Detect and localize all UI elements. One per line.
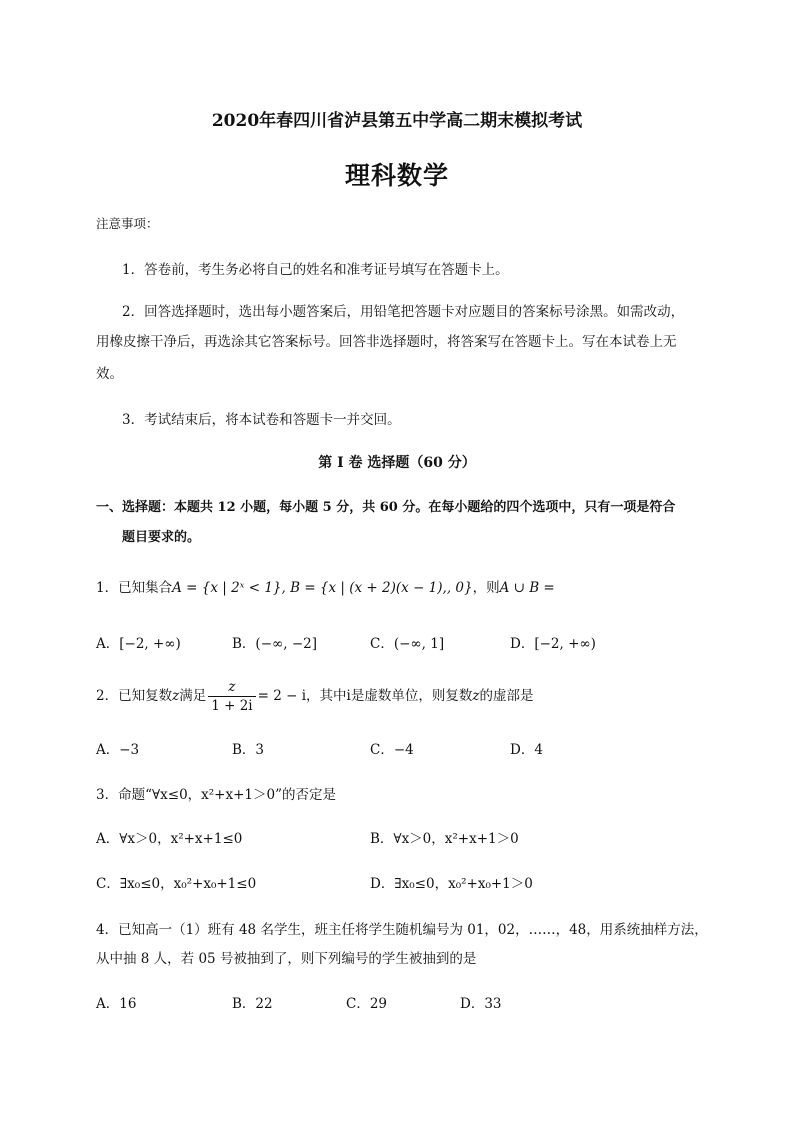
q1-set-b: , B = {x | (x + 2)(x − 1),, 0}	[281, 580, 473, 596]
exam-title: 2020年春四川省泸县第五中学高二期末模拟考试	[211, 111, 583, 131]
q2-var-2: z	[472, 688, 480, 704]
q2-fraction	[208, 678, 255, 715]
q1-set-a: A = {x | 2ˣ < 1}	[172, 580, 282, 596]
q4-option-a: A．16	[96, 996, 137, 1012]
question-2-stem	[96, 678, 533, 715]
q4-option-d: D．33	[460, 996, 502, 1012]
q2-suffix-2: 是虚数单位，则复数	[350, 688, 473, 704]
q2-option-d: D．4	[510, 742, 543, 758]
q2-frac-den: 1 + 2i	[211, 698, 253, 714]
q2-option-b: B．3	[232, 742, 265, 758]
q3-option-b: B．∀x＞0，x²+x+1＞0	[370, 831, 519, 847]
question-4-stem-line-2: 从中抽 8 人，若 05 号被抽到了，则下列编号的学生被抽到的是	[96, 951, 477, 967]
q1-ask: A ∪ B =	[499, 580, 555, 596]
q3-option-d: D．∃x₀≤0，x₀²+x₀+1＞0	[370, 876, 533, 892]
q4-option-b: B．22	[232, 996, 273, 1012]
q3-option-c: C．∃x₀≤0，x₀²+x₀+1≤0	[96, 876, 257, 892]
q1-suffix: ，则	[472, 580, 500, 596]
question-4-stem-line-1: 4．已知高一（1）班有 48 名学生，班主任将学生随机编号为 01，02，……，48，用系统抽样方法，	[96, 922, 708, 938]
q3-option-a: A．∀x＞0，x²+x+1≤0	[96, 831, 243, 847]
q2-suffix-1: ，其中	[306, 688, 347, 704]
q2-mid: 满足	[179, 688, 207, 704]
notice-item-2-line-3: 效。	[96, 366, 123, 382]
section-instruction-line-2: 题目要求的。	[122, 530, 201, 545]
notice-item-2-line-2: 用橡皮擦干净后，再选涂其它答案标号。回答非选择题时，将答案写在答题卡上。写在本试卷上无	[96, 334, 677, 350]
q2-i-symbol: i	[346, 688, 351, 704]
q2-option-c: C．−4	[370, 742, 414, 758]
section-title: 第 I 卷 选择题（60 分）	[318, 455, 476, 471]
notice-item-2-line-1: 2．回答选择题时，选出每小题答案后，用铅笔把答题卡对应题目的答案标号涂黑。如需改动，	[122, 304, 685, 320]
notice-heading: 注意事项：	[96, 216, 159, 231]
q2-frac-num: z	[208, 678, 255, 697]
question-3-stem: 3．命题“∀x≤0，x²+x+1＞0”的否定是	[96, 787, 336, 803]
q2-option-a: A．−3	[96, 742, 140, 758]
q1-option-c: C．(−∞, 1]	[370, 636, 445, 652]
q1-option-d: D．[−2, +∞)	[510, 636, 596, 652]
q1-option-b: B．(−∞, −2]	[232, 636, 317, 652]
question-1-stem	[96, 576, 555, 596]
q2-var: z	[172, 688, 180, 704]
q1-prefix: 1．已知集合	[96, 580, 173, 596]
q1-option-a: A．[−2, +∞)	[96, 636, 181, 652]
q4-option-c: C．29	[346, 996, 388, 1012]
q2-prefix: 2．已知复数	[96, 688, 173, 704]
q2-rhs: = 2 − i	[257, 688, 307, 704]
notice-item-1: 1．答卷前，考生务必将自己的姓名和准考证号填写在答题卡上。	[122, 262, 509, 278]
section-instruction-line-1: 一、选择题：本题共 12 小题，每小题 5 分，共 60 分。在每小题给的四个选项中，只有一项是符合	[96, 500, 676, 515]
notice-item-3: 3．考试结束后，将本试卷和答题卡一并交回。	[122, 412, 401, 428]
subject-title: 理科数学	[344, 161, 449, 190]
q2-suffix-3: 的虚部是	[479, 688, 534, 704]
